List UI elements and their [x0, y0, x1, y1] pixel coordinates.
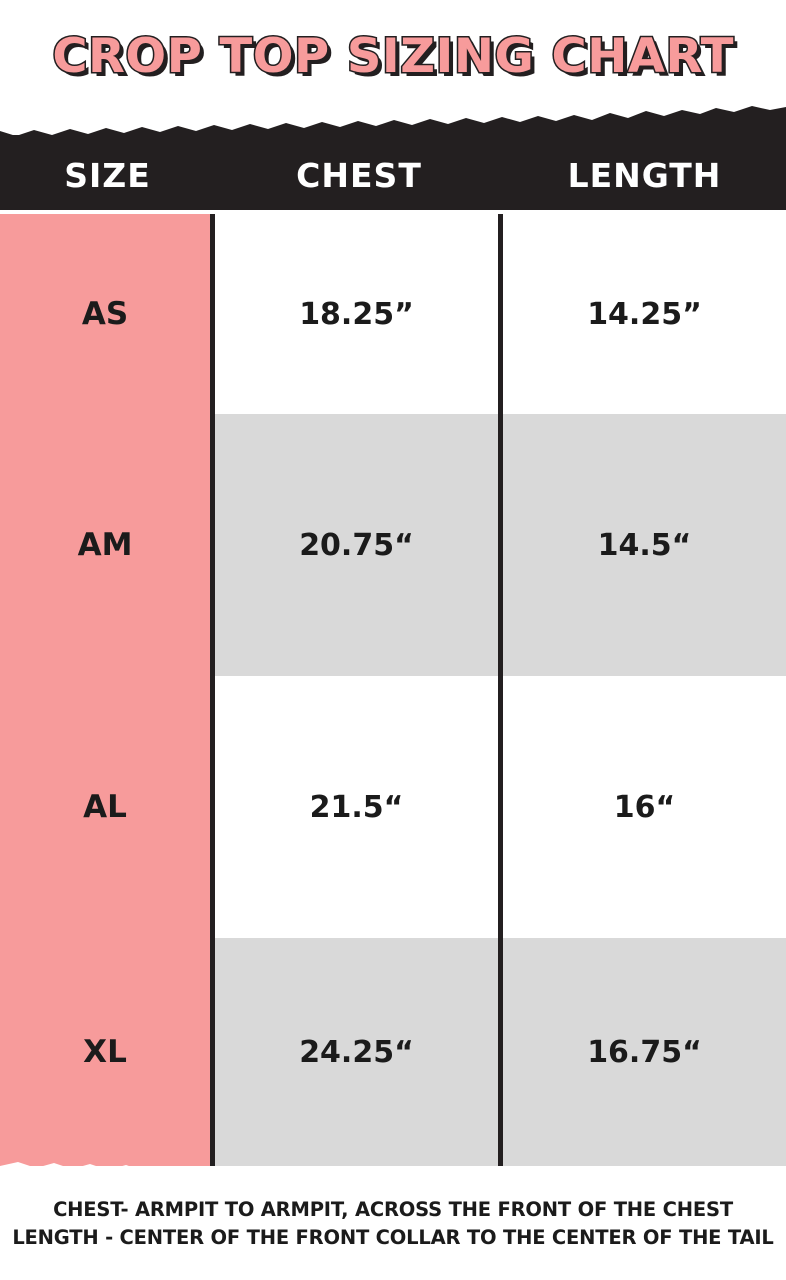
cell-size: AL [0, 676, 215, 938]
torn-paper-footer-band [0, 1150, 786, 1190]
torn-edge-bottom-icon [0, 1150, 786, 1190]
cell-size: AS [0, 214, 215, 414]
table-row [0, 214, 786, 414]
title-banner [0, 0, 786, 108]
page-title: CROP TOP SIZING CHART [52, 28, 734, 84]
cell-chest: 21.5“ [215, 676, 503, 938]
table-row [0, 414, 786, 676]
cell-chest: 18.25” [215, 214, 503, 414]
note-length: LENGTH - CENTER OF THE FRONT COLLAR TO THE CENTER OF THE TAIL [12, 1225, 774, 1249]
column-header-length: LENGTH [567, 155, 722, 195]
cell-chest: 20.75“ [215, 414, 503, 676]
table-header-row [0, 136, 786, 214]
note-chest: CHEST- ARMPIT TO ARMPIT, ACROSS THE FRONT OF THE CHEST [53, 1198, 733, 1221]
cell-chest: 24.25“ [215, 938, 503, 1166]
sizing-table [0, 214, 786, 1166]
column-header-size: SIZE [64, 155, 151, 195]
torn-edge-top-icon [0, 101, 786, 135]
table-row [0, 938, 786, 1166]
measurement-notes [0, 1196, 786, 1251]
column-header-chest: CHEST [296, 155, 422, 195]
cell-length: 14.5“ [503, 414, 786, 676]
cell-length: 16.75“ [503, 938, 786, 1166]
cell-size: XL [0, 938, 215, 1166]
cell-size: AM [0, 414, 215, 676]
cell-length: 14.25” [503, 214, 786, 414]
table-row [0, 676, 786, 938]
cell-length: 16“ [503, 676, 786, 938]
